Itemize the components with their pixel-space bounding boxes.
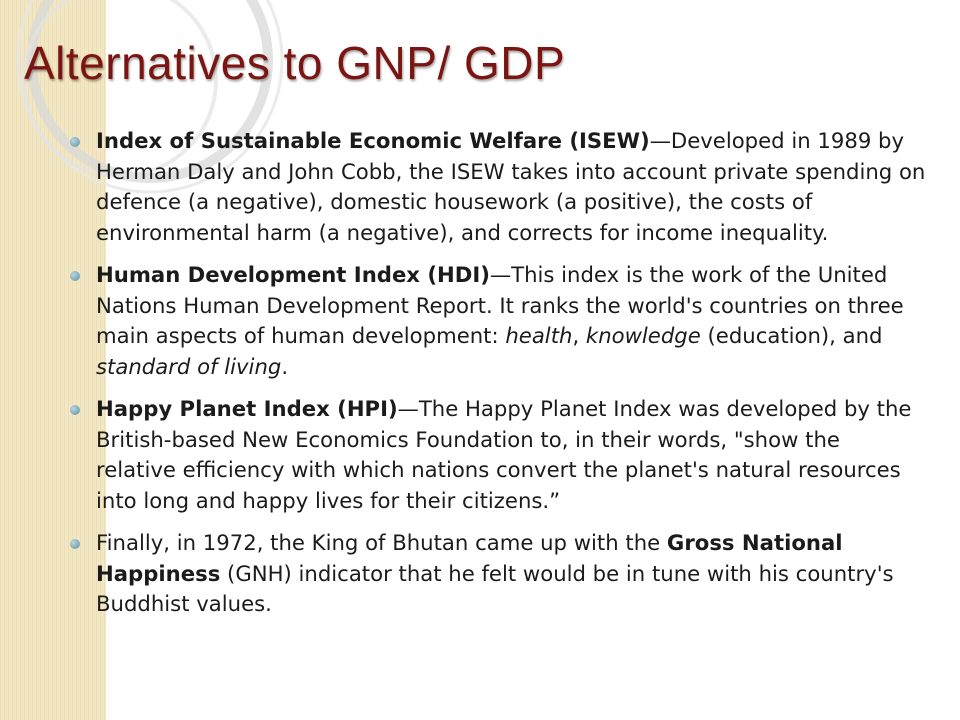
bullet-hdi xyxy=(66,260,926,382)
emphasis-health: health xyxy=(505,323,573,348)
bullet-term: Human Development Index (HDI) xyxy=(96,262,490,287)
bullet-end: . xyxy=(281,353,289,379)
bullet-separator: , xyxy=(572,323,586,348)
bullet-text: —The Happy Planet Index was developed by the British-based New Economics Foundation to, in their words, "show the relative efficiency with which nations convert the planet's natural resources into long and happy lives for their citizens.” xyxy=(96,396,912,513)
slide-title: Alternatives to GNP/ GDP xyxy=(24,37,566,89)
bullet-hpi xyxy=(66,394,926,516)
emphasis-standard-of-living: standard of living xyxy=(96,353,282,379)
bullet-text: Finally, in 1972, the King of Bhutan came up with the xyxy=(96,530,667,555)
bullet-term: Happy Planet Index (HPI) xyxy=(96,396,398,421)
bullet-text: —Developed in 1989 by Herman Daly and John Cobb, the ISEW takes into account private spending on defence (a negative), domestic housework (a positive), the costs of environmental harm (a negative), and corrects for income inequality. xyxy=(96,128,926,245)
bullet-gnh xyxy=(66,528,926,620)
bullet-text-continued: (GNH) indicator that he felt would be in tune with his country's Buddhist values. xyxy=(96,560,894,616)
bullet-isew xyxy=(66,126,926,248)
emphasis-knowledge: knowledge xyxy=(585,323,701,348)
bullet-term: Index of Sustainable Economic Welfare (ISEW) xyxy=(96,128,650,153)
bullet-list xyxy=(66,126,926,632)
bullet-text: —This index is the work of the United Nations Human Development Report. It ranks the world's countries on three main aspects of human development: xyxy=(96,262,904,348)
bullet-term: Gross National Happiness xyxy=(96,530,843,586)
bullet-text-continued: (education), and xyxy=(700,323,883,348)
